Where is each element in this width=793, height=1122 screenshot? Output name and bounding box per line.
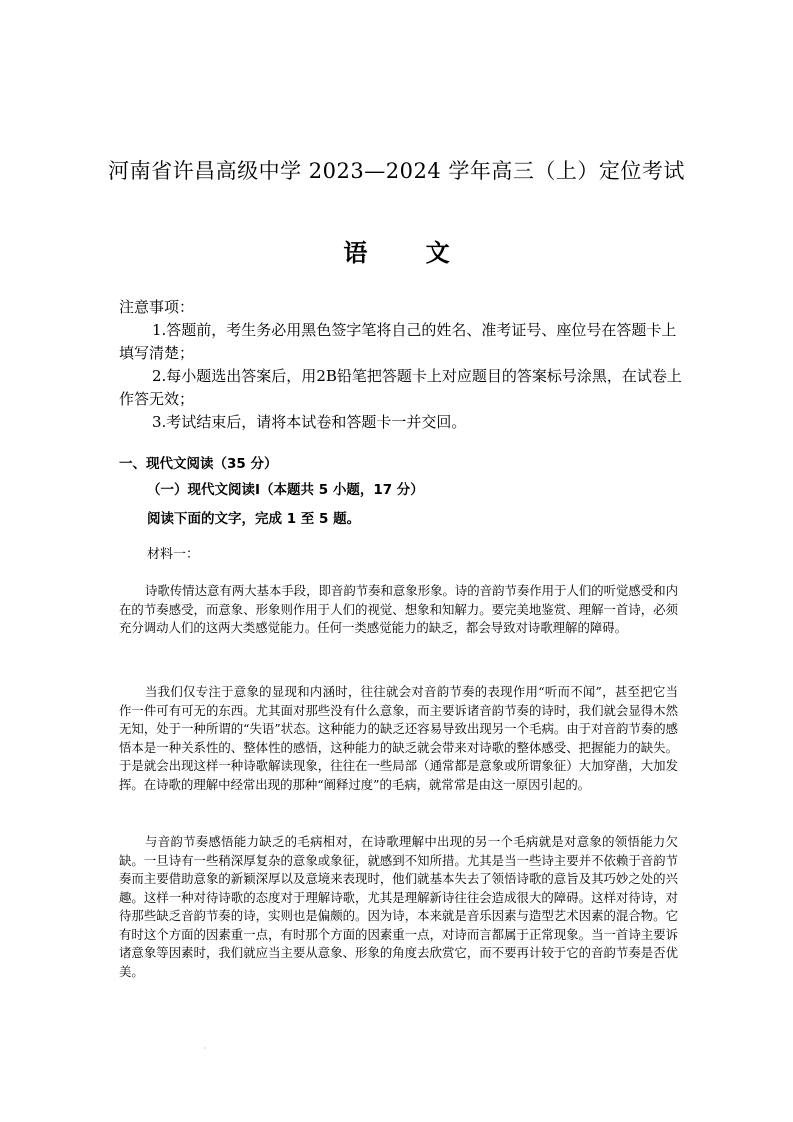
- page-mark: ·: [204, 1044, 207, 1053]
- section-heading: 一、现代文阅读（35 分）: [119, 456, 278, 472]
- notice-heading: 注意事项：: [119, 298, 195, 316]
- notice-block: [119, 296, 684, 434]
- notice-item-3: 3.考试结束后，请将本试卷和答题卡一并交回。: [152, 413, 467, 431]
- subsection-heading: （一）现代文阅读Ⅰ（本题共 5 小题，17 分）: [147, 482, 424, 498]
- paragraph-1: 诗歌传情达意有两大基本手段，即音韵节奏和意象形象。诗的音韵节奏作用于人们的听觉感受和内在的节奏感受，而意象、形象则作用于人们的视觉、想象和知解力。要完美地鉴赏、理解一首诗，必须充分调动人们的这两大类感觉能力。任何一类感觉能力的缺乏，都会导致对诗歌理解的障碍。: [119, 583, 678, 635]
- notice-item-1: 1.答题前，考生务必用黑色签字笔将自己的姓名、准考证号、座位号在答题卡上填写清楚；: [119, 321, 677, 362]
- paragraph-2: 当我们仅专注于意象的显现和内涵时，往往就会对音韵节奏的表现作用“听而不闻”，甚至把它当作一件可有可无的东西。尤其面对那些没有什么意象，而主要诉诸音韵节奏的诗时，我们就会显得木然无知，处于一种所谓的“失语”状态。这种能力的缺乏还容易导致出现另一个毛病。由于对音韵节奏的感悟本是一种关系性的、整体性的感悟，这种能力的缺乏就会带来对诗歌的整体感受、把握能力的缺失。于是就会出现这样一种诗歌解读现象，往往在一些局部（通常都是意象或所谓象征）大加穿凿，大加发挥。在诗歌的理解中经常出现的那种“阐释过度”的毛病，就常常是由这一原因引起的。: [119, 684, 678, 792]
- notice-item-2: 2.每小题选出答案后，用2B铅笔把答题卡上对应题目的答案标号涂黑，在试卷上作答无效；: [119, 367, 682, 408]
- material-label: 材料一：: [147, 547, 200, 562]
- reading-instruction: 阅读下面的文字，完成 1 至 5 题。: [147, 511, 361, 527]
- subject-title: 语 文: [343, 239, 450, 267]
- exam-title: 河南省许昌高级中学 2023—2024 学年高三（上）定位考试: [108, 159, 685, 183]
- paragraph-3: 与音韵节奏感悟能力缺乏的毛病相对，在诗歌理解中出现的另一个毛病就是对意象的领悟能力欠缺。一旦诗有一些稍深厚复杂的意象或象征，就感到不知所措。尤其是当一些诗主要并不依赖于音韵节奏而主要借助意象的新颖深厚以及意境来表现时，他们就基本失去了领悟诗歌的意旨及其巧妙之处的兴趣。这样一种对待诗歌的态度对于理解诗歌，尤其是理解新诗往往会造成很大的障碍。这样对待诗，对待那些缺乏音韵节奏的诗，实则也是偏颇的。因为诗，本来就是音乐因素与造型艺术因素的混合物。它有时这个方面的因素重一点，有时那个方面的因素重一点，对诗而言都属于正常现象。当一首诗主要诉诸意象等因素时，我们就应当主要从意象、形象的角度去欣赏它，而不要再计较于它的音韵节奏是否优美。: [119, 834, 678, 979]
